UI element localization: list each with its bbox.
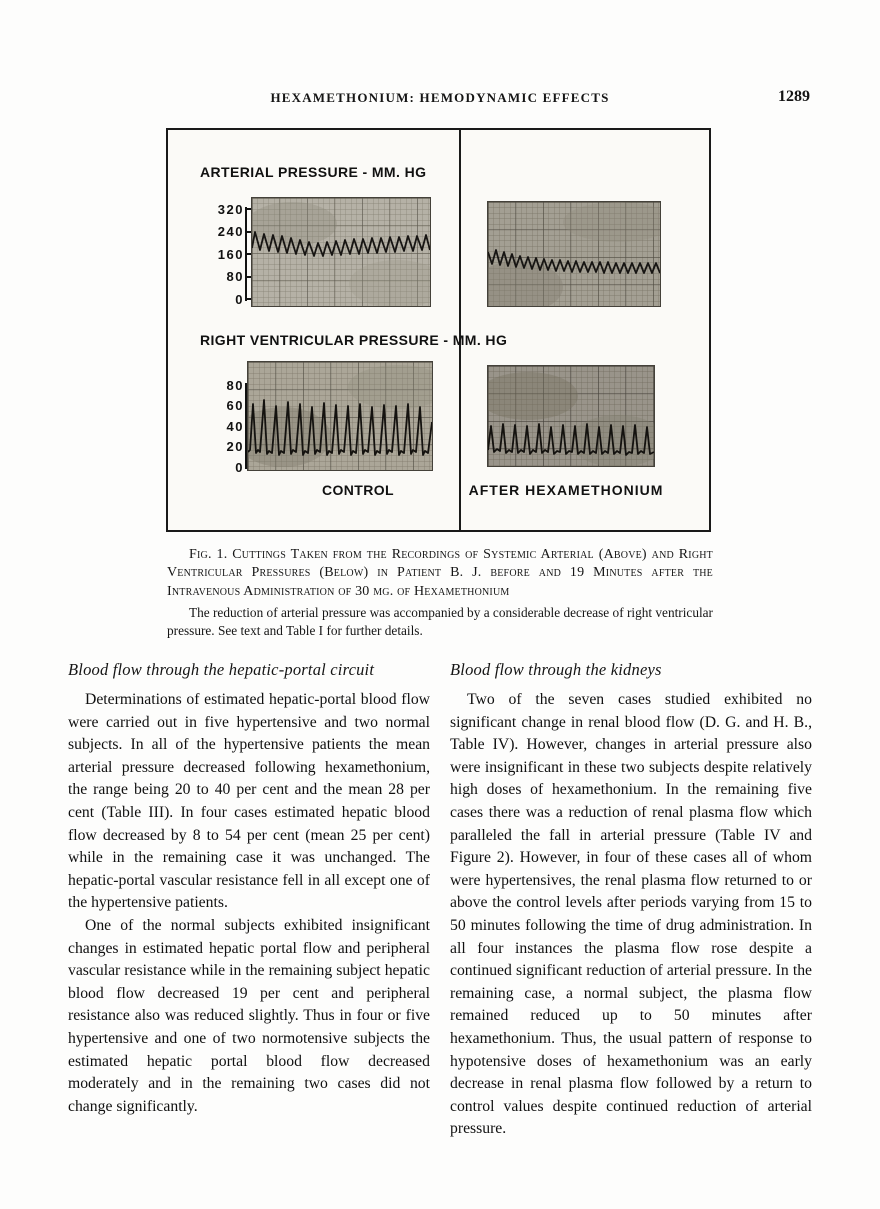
right-column — [450, 660, 812, 1141]
figure-caption-note: The reduction of arterial pressure was accompanied by a considerable decrease of right ventricular pressure. See text and Table I for further details. — [167, 605, 713, 638]
ventricular-pressure-label: RIGHT VENTRICULAR PRESSURE - MM. HG — [200, 332, 508, 348]
axis-tick-label: 60 — [226, 398, 244, 413]
axis-tick-label: 320 — [217, 201, 244, 217]
page-number: 1289 — [778, 88, 810, 105]
figure-divider-line — [459, 130, 461, 530]
arterial-pressure-label: ARTERIAL PRESSURE - MM. HG — [200, 164, 427, 180]
arterial-control-recording — [252, 198, 430, 306]
axis-tick-label: 0 — [235, 459, 244, 475]
axis-tick-row — [196, 292, 254, 306]
axis-tick-label: 80 — [226, 269, 244, 284]
axis-tick-label: 80 — [226, 377, 244, 393]
axis-tick-row — [196, 202, 254, 216]
axis-tick-row — [204, 440, 254, 454]
axis-tick-label: 0 — [235, 291, 244, 307]
body-paragraph: Two of the seven cases studied exhibited no significant change in renal blood flow (D. G. and H. B., Table IV). However, changes in arterial pressure also were insignificant in these two subjects despite relatively high doses of hexamethonium. In the remaining five cases there was a reduction of renal plasma flow which paralleled the fall in arterial pressure (Table IV and Figure 2). However, in four of these cases all of whom were hypertensives, the renal plasma flow returned to or above the control levels after periods varying from 15 to 50 minutes following the time of drug administration. In all four instances the plasma flow rose despite a continued significant reduction of arterial pressure. In the remaining case, a normal subject, the plasma flow remained reduced up to 50 minutes after hexamethonium. Thus, the usual pattern of response to hypotensive doses of hexamethonium was an early decrease in renal plasma flow followed by a return to control values despite continued reduction of arterial pressure. — [450, 691, 812, 1138]
figure-caption-title: Fig. 1. Cuttings Taken from the Recordings of Systemic Arterial (Above) and Right Ventricular Pressures (Below) in Patient B. J. before and 19 Minutes after the Intravenous Administration of 30 mg. of Hexamethonium — [167, 547, 713, 599]
left-column — [68, 660, 430, 1141]
body-columns — [68, 660, 812, 1141]
axis-tick-label: 160 — [217, 246, 244, 262]
axis-tick-row — [204, 460, 254, 474]
axis-tick-row — [196, 270, 254, 284]
figure-1 — [166, 128, 711, 532]
axis-tick-label: 40 — [226, 418, 244, 434]
running-head — [0, 90, 880, 110]
body-paragraph: One of the normal subjects exhibited insignificant changes in estimated hepatic portal flow and peripheral vascular resistance while in the remaining subject hepatic blood flow decreased 19 per cent and peripheral resistance also was reduced slightly. Thus in four or five hypertensive and one of two normotensive subjects the estimated hepatic portal blood flow decreased moderately and in the remaining two cases did not change significantly. — [68, 916, 430, 1115]
control-column-label: CONTROL — [321, 482, 394, 498]
axis-tick-row — [196, 225, 254, 239]
section-heading-kidneys: Blood flow through the kidneys — [450, 660, 662, 679]
axis-tick-label: 20 — [226, 439, 244, 454]
axis-tick-row — [196, 247, 254, 261]
axis-tick-label: 240 — [217, 224, 244, 239]
ventricular-control-recording — [248, 362, 432, 470]
axis-tick-row — [204, 378, 254, 392]
ventricular-after-recording — [488, 366, 654, 466]
after-hexamethonium-column-label: AFTER HEXAMETHONIUM — [468, 482, 664, 498]
running-title: HEXAMETHONIUM: HEMODYNAMIC EFFECTS — [270, 90, 610, 105]
axis-tick-row — [204, 419, 254, 433]
ventricular-axis — [204, 378, 254, 474]
axis-tick-row — [204, 399, 254, 413]
section-heading-hepatic: Blood flow through the hepatic-portal circuit — [68, 660, 375, 679]
arterial-after-recording — [488, 202, 660, 306]
body-paragraph: Determinations of estimated hepatic-portal blood flow were carried out in five hypertensive and two normal subjects. In all of the hypertensive patients the mean arterial pressure decreased following hexamethonium, the range being 20 to 40 per cent and the mean 28 per cent (Table III). In four cases estimated hepatic blood flow decreased by 8 to 54 per cent (mean 25 per cent) while in the remaining case it was unchanged. The hepatic-portal vascular resistance fell in all except one of the hypertensive patients. — [68, 691, 430, 912]
arterial-axis — [196, 202, 254, 306]
figure-caption — [167, 546, 713, 639]
